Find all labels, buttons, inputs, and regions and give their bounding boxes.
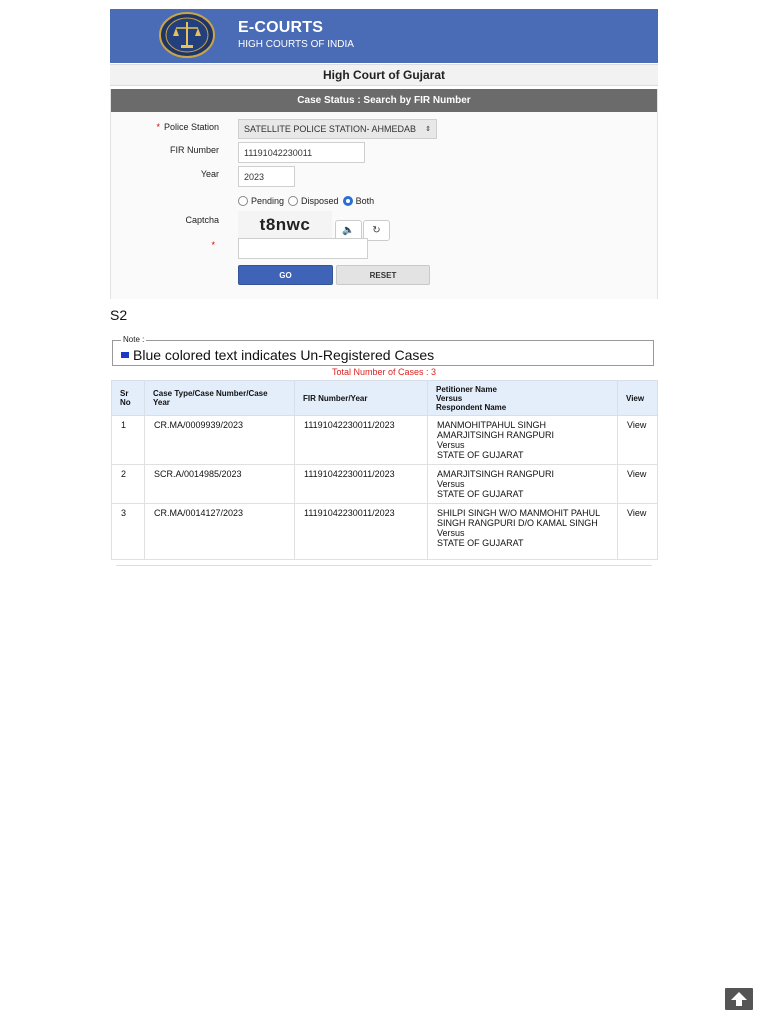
required-mark: *: [156, 122, 160, 132]
table-header-row: [112, 381, 658, 416]
bottom-divider: [116, 565, 652, 566]
radio-pending-label: Pending: [251, 196, 285, 206]
header-case: Case Type/Case Number/Case Year: [145, 381, 295, 416]
header-versus: Versus: [436, 393, 463, 403]
fir-number-input[interactable]: [238, 142, 365, 163]
row-respondent: STATE OF GUJARAT: [437, 450, 524, 460]
header-petitioner: Petitioner Name: [436, 384, 497, 394]
header-parties: [428, 381, 618, 416]
radio-pending-circle[interactable]: [238, 196, 248, 206]
form-title: Case Status : Search by FIR Number: [111, 89, 657, 112]
year-label: Year: [200, 169, 219, 179]
note-box: [112, 335, 654, 366]
row-versus: Versus: [437, 479, 465, 489]
row-versus: Versus: [437, 528, 465, 538]
radio-both-circle[interactable]: [343, 196, 353, 206]
radio-both-label: Both: [355, 196, 375, 206]
results-table: [111, 380, 658, 560]
row-petitioner: SHILPI SINGH W/O MANMOHIT PAHUL SINGH RANGPURI D/O KAMAL SINGH: [437, 508, 600, 528]
refresh-icon: ↻: [372, 225, 381, 236]
scroll-to-top-icon: [730, 991, 748, 1007]
table-row: [112, 416, 658, 465]
police-station-label: * Police Station: [156, 122, 219, 132]
audio-icon: 🔈: [342, 225, 355, 236]
header-view: View: [618, 381, 658, 416]
row-sr: 2: [112, 465, 145, 504]
view-link[interactable]: View: [618, 416, 658, 465]
reset-button[interactable]: RESET: [336, 265, 430, 285]
row-case: SCR.A/0014985/2023: [145, 465, 295, 504]
captcha-input[interactable]: [238, 238, 368, 259]
court-name: High Court of Gujarat: [110, 64, 658, 86]
header-respondent: Respondent Name: [436, 402, 507, 412]
row-parties: [428, 504, 618, 560]
header-banner: [110, 9, 658, 63]
year-value: 2023: [244, 171, 265, 182]
case-status-radio-group: [238, 196, 376, 206]
required-mark: *: [211, 240, 215, 250]
row-parties: [428, 465, 618, 504]
radio-disposed[interactable]: [288, 196, 339, 206]
radio-pending[interactable]: [238, 196, 284, 206]
note-text: [121, 347, 434, 363]
search-form: [110, 89, 658, 299]
note-text-content: Blue colored text indicates Un-Registered Cases: [133, 347, 435, 363]
note-legend: Note :: [123, 335, 145, 344]
row-case: CR.MA/0014127/2023: [145, 504, 295, 560]
header-sr-no: Sr No: [112, 381, 145, 416]
radio-both[interactable]: [343, 196, 375, 206]
table-row: [112, 465, 658, 504]
captcha-input-label: [111, 240, 219, 250]
page: [110, 9, 658, 548]
go-button[interactable]: GO: [238, 265, 333, 285]
police-station-select[interactable]: [238, 119, 437, 139]
row-respondent: STATE OF GUJARAT: [437, 489, 524, 499]
radio-disposed-circle[interactable]: [288, 196, 298, 206]
row-sr: 3: [112, 504, 145, 560]
row-fir: 11191042230011/2023: [295, 416, 428, 465]
row-versus: Versus: [437, 440, 465, 450]
view-link[interactable]: View: [618, 465, 658, 504]
select-arrows-icon: ⇕: [425, 126, 431, 133]
row-case: CR.MA/0009939/2023: [145, 416, 295, 465]
table-row: [112, 504, 658, 560]
row-petitioner: MANMOHITPAHUL SINGH AMARJITSINGH RANGPURI: [437, 420, 555, 440]
unregistered-marker-icon: [121, 352, 129, 358]
court-emblem-icon: [158, 12, 216, 58]
row-parties: [428, 416, 618, 465]
total-cases: Total Number of Cases : 3: [331, 367, 437, 377]
captcha-label: Captcha: [185, 215, 219, 225]
row-fir: 11191042230011/2023: [295, 504, 428, 560]
brand-title: E-COURTS: [238, 19, 324, 36]
row-respondent: STATE OF GUJARAT: [437, 538, 524, 548]
scroll-to-top-button[interactable]: [725, 988, 753, 1010]
fir-number-value: 11191042230011: [244, 147, 313, 158]
brand-subtitle: HIGH COURTS OF INDIA: [238, 39, 354, 50]
view-link[interactable]: View: [618, 504, 658, 560]
police-station-value: SATELLITE POLICE STATION- AHMEDAB: [244, 124, 417, 134]
radio-disposed-label: Disposed: [301, 196, 339, 206]
row-fir: 11191042230011/2023: [295, 465, 428, 504]
year-input[interactable]: [238, 166, 295, 187]
captcha-image: t8nwc: [238, 211, 332, 239]
header-fir: FIR Number/Year: [295, 381, 428, 416]
s2-label: S2: [110, 307, 128, 323]
row-sr: 1: [112, 416, 145, 465]
row-petitioner: AMARJITSINGH RANGPURI: [437, 469, 555, 479]
fir-number-label: FIR Number: [169, 145, 219, 155]
